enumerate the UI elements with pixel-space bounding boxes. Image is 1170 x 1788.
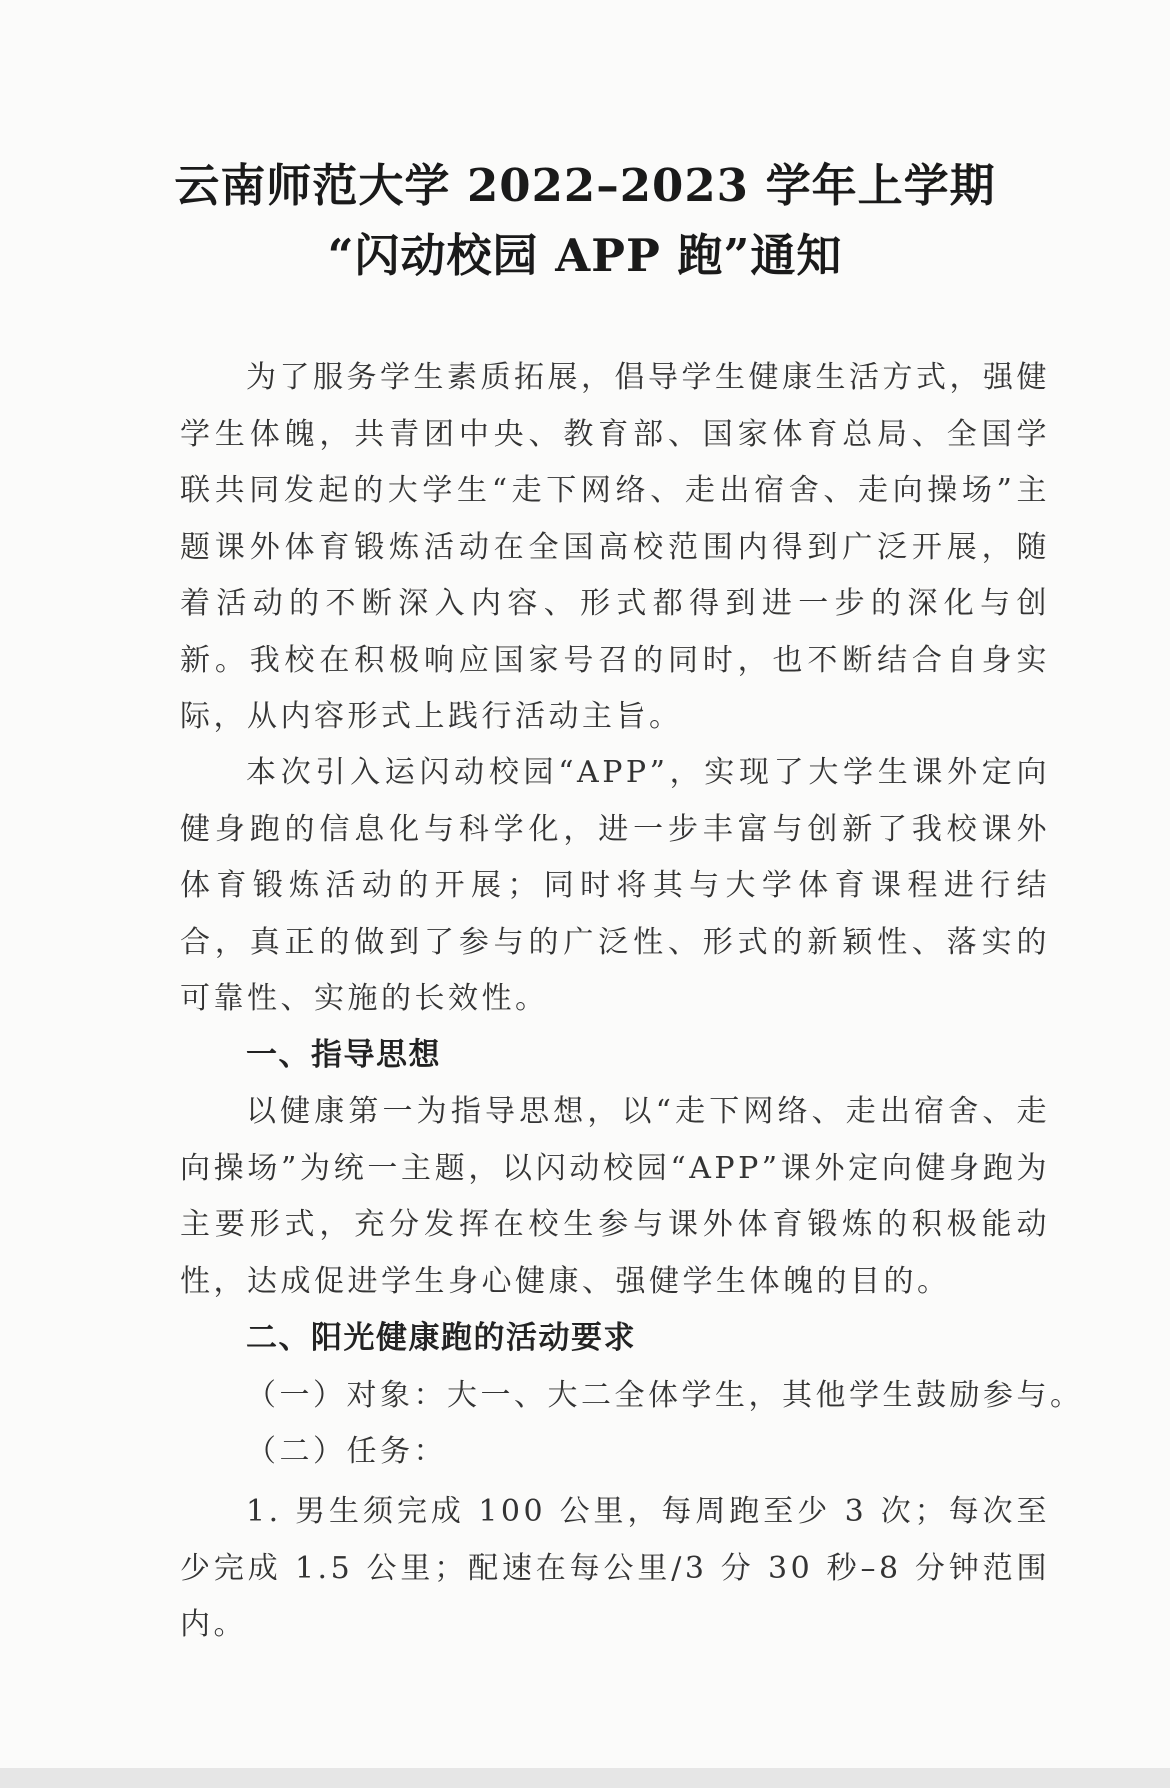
document-title-line-2: “闪动校园 APP 跑”通知	[327, 229, 843, 282]
paragraph-guiding-ideology: 以健康第一为指导思想，以“走下网络、走出宿舍、走向操场”为统一主题，以闪动校园“APP”课外定向健身跑为主要形式，充分发挥在校生参与课外体育锻炼的积极能动性，达成促进学生身心健康、强健学生体魄的目的。	[180, 1094, 1050, 1299]
subsection-participants: （一）对象：大一、大二全体学生，其他学生鼓励参与。	[246, 1378, 1084, 1413]
section-heading-activity-requirements: 二、阳光健康跑的活动要求	[246, 1320, 636, 1356]
paragraph-intro: 为了服务学生素质拓展，倡导学生健康生活方式，强健学生体魄，共青团中央、教育部、国家体育总局、全国学联共同发起的大学生“走下网络、走出宿舍、走向操场”主题课外体育锻炼活动在全国高校范围内得到广泛开展，随着活动的不断深入内容、形式都得到进一步的深化与创新。我校在积极响应国家号召的同时，也不断结合自身实际，从内容形式上践行活动主旨。	[180, 360, 1050, 734]
document-title-line-1: 云南师范大学 2022–2023 学年上学期	[174, 159, 996, 212]
page-bottom-edge	[0, 1768, 1170, 1788]
section-heading-guiding-ideology: 一、指导思想	[246, 1037, 441, 1073]
paragraph-app-introduction: 本次引入运闪动校园“APP”，实现了大学生课外定向健身跑的信息化与科学化，进一步丰富与创新了我校课外体育锻炼活动的开展；同时将其与大学体育课程进行结合，真正的做到了参与的广泛性、形式的新颖性、落实的可靠性、实施的长效性。	[180, 755, 1050, 1016]
subsection-tasks: （二）任务：	[246, 1434, 447, 1469]
task-item-male-students: 1. 男生须完成 100 公里，每周跑至少 3 次；每次至少完成 1.5 公里；配速在每公里/3 分 30 秒–8 分钟范围内。	[180, 1494, 1050, 1642]
